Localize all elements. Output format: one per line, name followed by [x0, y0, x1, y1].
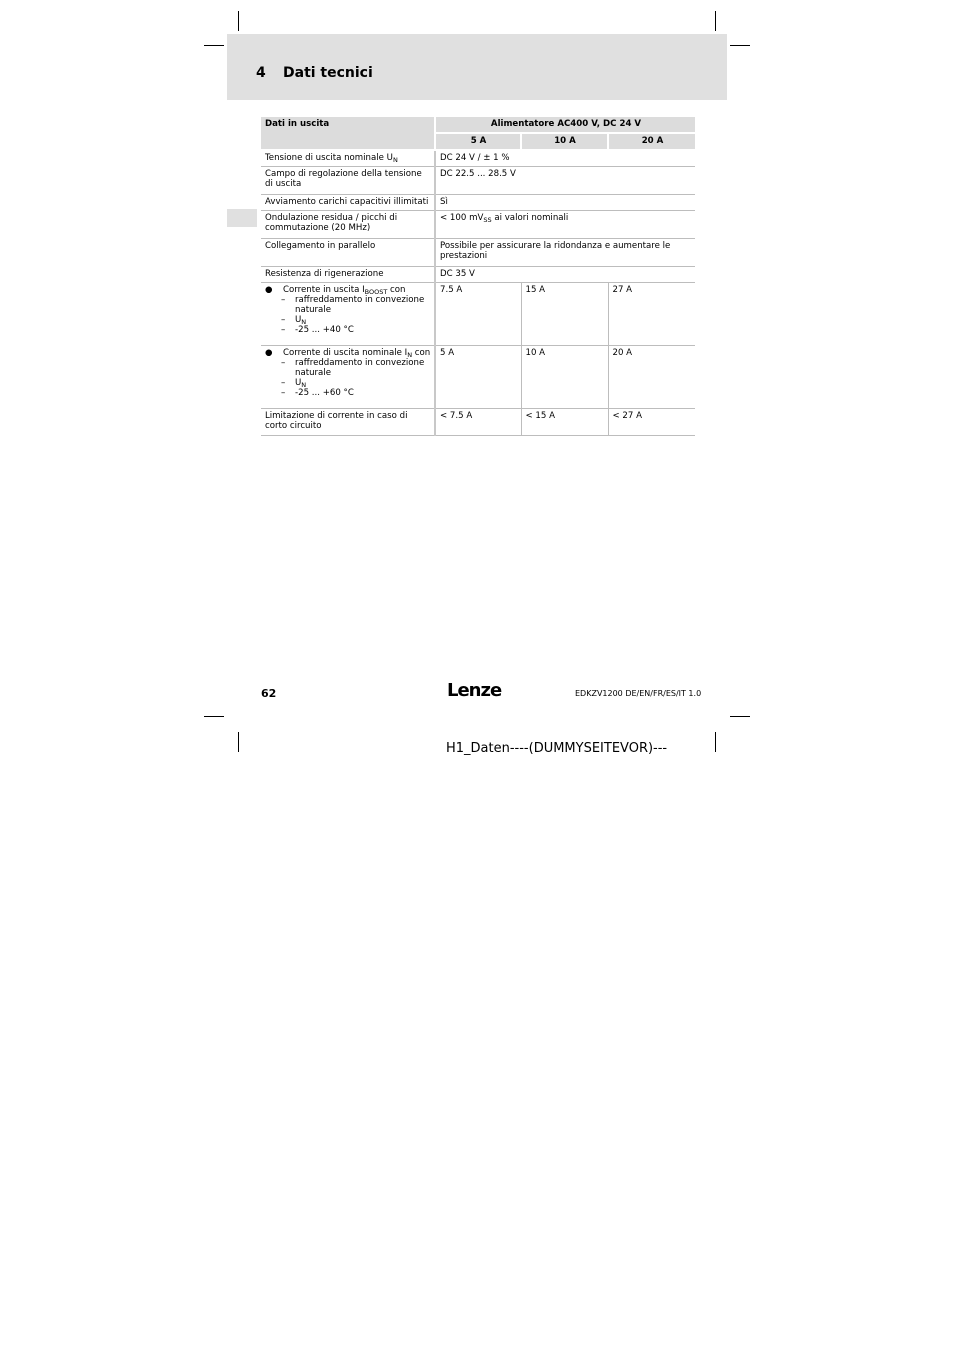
table-row [261, 409, 695, 436]
row-label: ● Corrente di uscita nominale $I_N$ con – raffreddamento in convezione naturale – $U_N$ – -25 ... +60 °C [261, 346, 435, 409]
row-value: Sì [435, 195, 695, 211]
dummy-page-label: H1_Daten----(DUMMYSEITEVOR)--- [446, 741, 668, 756]
table-row [261, 167, 695, 195]
table-row [261, 195, 695, 211]
row-value: 10 A [521, 346, 608, 409]
table-row [261, 283, 695, 346]
crop-mark [715, 11, 716, 31]
row-value: 20 A [608, 346, 695, 409]
row-value: < 7.5 A [435, 409, 521, 436]
row-value: 7.5 A [435, 283, 521, 346]
chapter-header [227, 34, 727, 100]
label-column-header: Dati in uscita [261, 117, 435, 150]
crop-mark [730, 716, 750, 717]
row-value: < 100 $mV_{SS}$ ai valori nominali [435, 211, 695, 239]
table-row [261, 346, 695, 409]
row-value: DC 24 V / ± 1 % [435, 150, 695, 167]
row-label: Ondulazione residua / picchi di commutazione (20 MHz) [261, 211, 435, 239]
table-row [261, 267, 695, 283]
side-tab-marker [227, 209, 257, 227]
table-row [261, 211, 695, 239]
chapter-number: 4 [256, 65, 266, 81]
row-value: 15 A [521, 283, 608, 346]
row-label: Collegamento in parallelo [261, 239, 435, 267]
row-value: DC 22.5 ... 28.5 V [435, 167, 695, 195]
row-label: Resistenza di rigenerazione [261, 267, 435, 283]
group-header: Alimentatore AC400 V, DC 24 V [435, 117, 695, 133]
page-number: 62 [261, 687, 277, 700]
bullet-icon: ● [265, 348, 273, 358]
row-label: Tensione di uscita nominale $U_N$ [261, 150, 435, 167]
crop-mark [730, 45, 750, 46]
row-label: ● Corrente in uscita $I_{BOOST}$ con – raffreddamento in convezione naturale – $U_N$ – -25 ... +40 °C [261, 283, 435, 346]
column-header: 10 A [521, 133, 608, 150]
chapter-title: Dati tecnici [283, 65, 373, 81]
column-header: 5 A [435, 133, 521, 150]
crop-mark [204, 45, 224, 46]
row-value: 5 A [435, 346, 521, 409]
table-row [261, 239, 695, 267]
crop-mark [238, 732, 239, 752]
row-value: Possibile per assicurare la ridondanza e aumentare le prestazioni [435, 239, 695, 267]
table-row [261, 150, 695, 167]
lenze-logo: Lenze [447, 680, 502, 701]
row-value: < 15 A [521, 409, 608, 436]
crop-mark [204, 716, 224, 717]
bullet-icon: ● [265, 285, 273, 295]
row-label: Avviamento carichi capacitivi illimitati [261, 195, 435, 211]
crop-mark [715, 732, 716, 752]
row-label: Campo di regolazione della tensione di uscita [261, 167, 435, 195]
output-data-table [261, 117, 695, 436]
column-header: 20 A [608, 133, 695, 150]
crop-mark [238, 11, 239, 31]
row-value: < 27 A [608, 409, 695, 436]
row-value: 27 A [608, 283, 695, 346]
document-code: EDKZV1200 DE/EN/FR/ES/IT 1.0 [575, 689, 702, 698]
row-label: Limitazione di corrente in caso di corto circuito [261, 409, 435, 436]
row-value: DC 35 V [435, 267, 695, 283]
